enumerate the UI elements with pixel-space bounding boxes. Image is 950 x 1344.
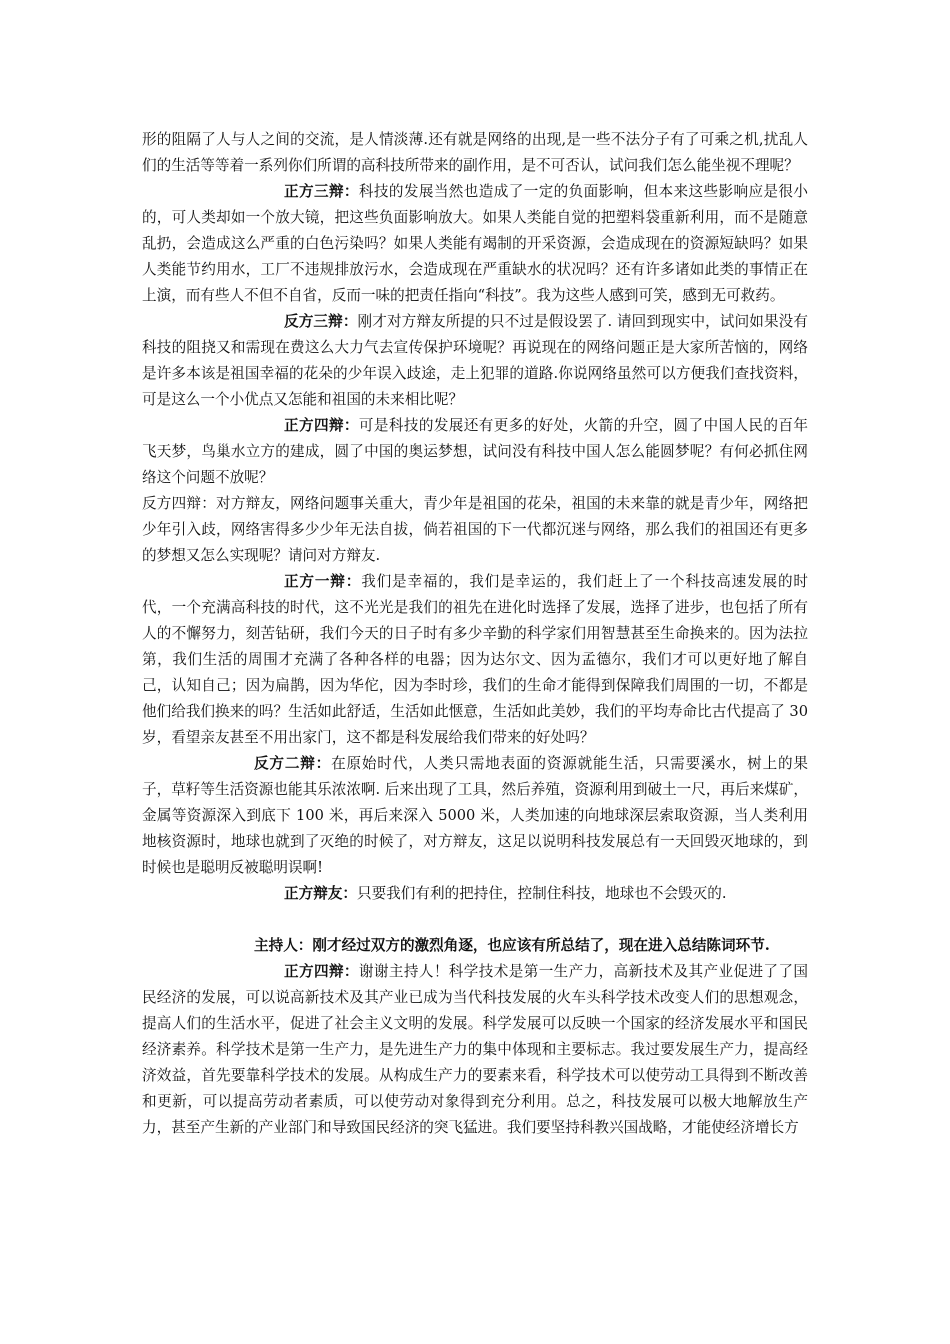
speaker-label: 正方四辩： <box>284 417 359 434</box>
paragraph-text: 主持人：刚才经过双方的激烈角逐，也应该有所总结了，现在进入总结陈词环节. <box>254 937 770 954</box>
paragraph-continued <box>142 127 808 179</box>
paragraph-text: 反方四辩：对方辩友，网络问题事关重大，青少年是祖国的花朵，祖国的未来靠的就是青少年，网络把少年引入歧，网络害得多少少年无法自拔，倘若祖国的下一代都沉迷与网络，那么我们的祖国还有更多的梦想又怎么实现呢？请问对方辩友. <box>142 495 808 564</box>
speaker-label: 反方三辩： <box>284 313 358 330</box>
paragraph-text: 在原始时代，人类只需地表面的资源就能生活，只需要溪水，树上的果子，草籽等生活资源也能其乐浓浓啊. 后来出现了工具，然后养殖，资源利用到破土一尺，再后来煤矿，金属等资源深入到底下 100 米，再后来深入 5000 米，人类加速的向地球深层索取资源，当人类利用地核资源时，地球也就到了灭绝的时候了，对方辩友，这足以说明科技发展总有一天回毁灭地球的，到时候也是聪明反被聪明误啊! <box>142 755 809 876</box>
paragraph-text: 科技的发展当然也造成了一定的负面影响，但本来这些影响应是很小的，可人类却如一个放大镜，把这些负面影响放大。如果人类能自觉的把塑料袋重新利用，而不是随意乱扔，会造成这么严重的白色污染吗？如果人类能有竭制的开采资源，会造成现在的资源短缺吗？如果人类能节约用水，工厂不违规排放污水，会造成现在严重缺水的状况吗？还有许多诸如此类的事情正在上演，而有些人不但不自省，反而一味的把责任指向“科技”。我为这些人感到可笑，感到无可救药。 <box>142 183 808 304</box>
paragraph-con-third <box>142 309 808 413</box>
paragraph-text: 我们是幸福的，我们是幸运的，我们赶上了一个科技高速发展的时代，一个充满高科技的时代，这不光光是我们的祖先在进化时选择了发展，选择了进步，也包括了所有人的不懈努力，刻苦钻研，我们今天的日子时有多少辛勤的科学家们用智慧甚至生命换来的。因为法拉第，我们生活的周围才充满了各种各样的电器；因为达尔文、因为孟德尔，我们才可以更好地了解自己，认知自己；因为扁鹊，因为华佗，因为李时珍，我们的生命才能得到保障我们周围的一切，不都是他们给我们换来的吗？生活如此舒适，生活如此惬意，生活如此美妙，我们的平均寿命比古代提高了 30 岁，看望亲友甚至不用出家门，这不都是科发展给我们带来的好处吗？ <box>142 573 808 746</box>
document-page <box>142 127 808 1141</box>
speaker-label: 正方四辩： <box>284 963 359 980</box>
speaker-label: 正方一辩： <box>284 573 362 590</box>
paragraph-con-second <box>142 751 808 881</box>
paragraph-pro-fourth-summary <box>142 959 808 1141</box>
paragraph-text: 可是科技的发展还有更多的好处，火箭的升空，圆了中国人民的百年飞天梦，鸟巢水立方的建成，圆了中国的奥运梦想，试问没有科技中国人怎么能圆梦呢？有何必抓住网络这个问题不放呢？ <box>142 417 808 486</box>
paragraph-text: 形的阻隔了人与人之间的交流，是人情淡薄.还有就是网络的出现,是一些不法分子有了可乘之机,扰乱人们的生活等等着一系列你们所谓的高科技所带来的副作用，是不可否认，试问我们怎么能坐视不理呢？ <box>142 131 808 174</box>
paragraph-pro-fourth <box>142 413 808 491</box>
speaker-label: 正方三辩： <box>284 183 359 200</box>
paragraph-text: 只要我们有利的把持住，控制住科技，地球也不会毁灭的. <box>356 885 727 902</box>
paragraph-con-fourth <box>142 491 808 569</box>
paragraph-text: 刚才对方辩友所提的只不过是假设罢了. 请回到现实中，试问如果没有科技的阻挠又和需现在费这么大力气去宣传保护环境呢？再说现在的网络问题正是大家所苦恼的，网络是许多本该是祖国幸福的花朵的少年误入歧途，走上犯罪的道路.你说网络虽然可以方便我们查找资料，可是这么一个小优点又怎能和祖国的未来相比呢？ <box>142 313 808 408</box>
paragraph-text: 谢谢主持人！科学技术是第一生产力，高新技术及其产业促进了了国民经济的发展，可以说高新技术及其产业已成为当代科技发展的火车头科学技术改变人们的思想观念，提高人们的生活水平，促进了社会主义文明的发展。科学发展可以反映一个国家的经济发展水平和国民经济素养。科学技术是第一生产力，是先进生产力的集中体现和主要标志。我过要发展生产力，提高经济效益，首先要靠科学技术的发展。从构成生产力的要素来看，科学技术可以使劳动工具得到不断改善和更新，可以提高劳动者素质，可以使劳动对象得到充分利用。总之，科技发展可以极大地解放生产力，甚至产生新的产业部门和导致国民经济的突飞猛进。我们要坚持科教兴国战略，才能使经济增长方 <box>142 963 808 1136</box>
paragraph-pro-first <box>142 569 808 751</box>
paragraph-host <box>142 933 808 959</box>
paragraph-pro-third <box>142 179 808 309</box>
speaker-label: 正方辩友： <box>284 885 357 902</box>
speaker-label: 反方二辩： <box>254 755 332 772</box>
paragraph-pro-debater <box>142 881 808 907</box>
